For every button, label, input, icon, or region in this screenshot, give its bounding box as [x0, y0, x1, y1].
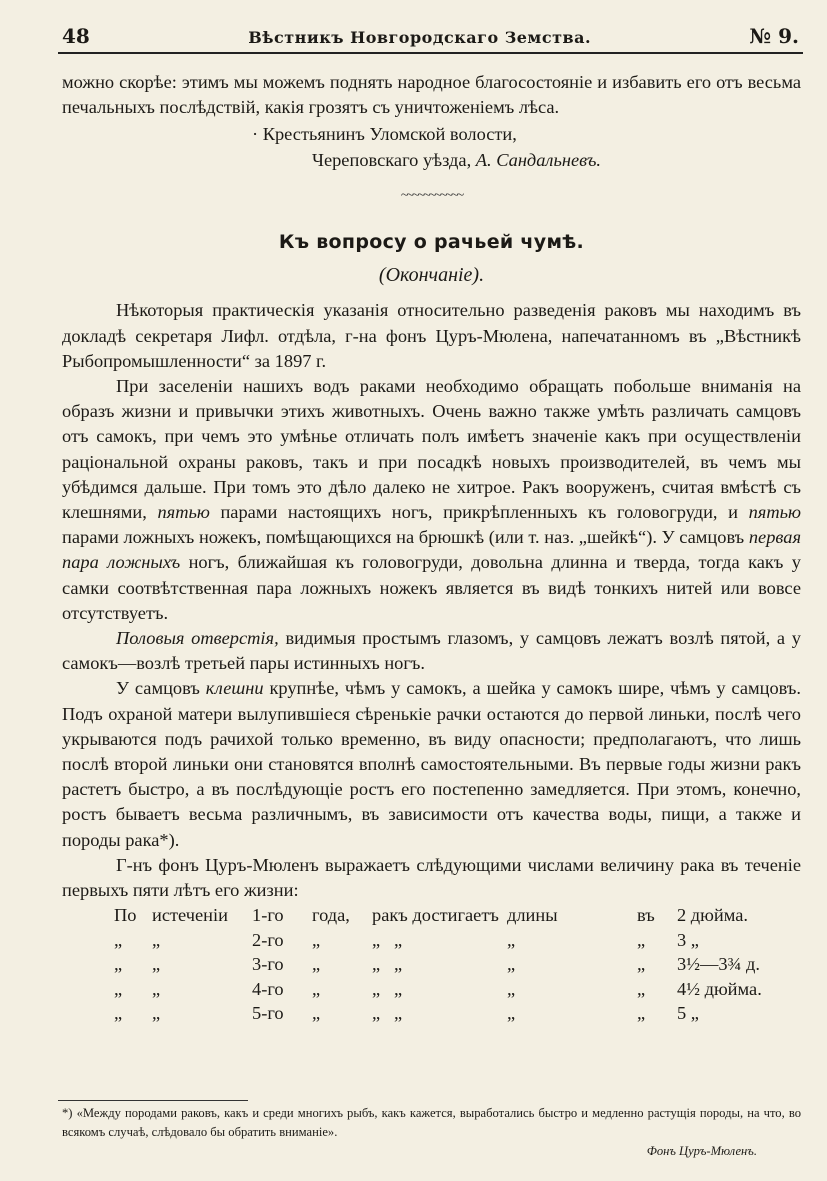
article-subtitle: (Окончанiе). [378, 264, 485, 287]
table-row [62, 952, 801, 977]
table-cell: „ [372, 1003, 381, 1024]
table-cell: „ [507, 978, 516, 999]
table-cell-value: 4½ дюйма. [677, 978, 762, 999]
table-cell: ракъ [372, 905, 408, 926]
table-row [62, 977, 801, 1002]
p3-text: видимыя простымъ глазомъ, у самцовъ лежатъ возлѣ пятой, а у самокъ—возлѣ третьей пары истинныхъ ногъ. [62, 628, 801, 674]
table-cell: года, [312, 905, 350, 926]
p2-text-b: парами настоящихъ ногъ, прикрѣпленныхъ къ головогруди, и [220, 502, 738, 523]
table-row [62, 1001, 801, 1026]
table-cell: „ [152, 954, 161, 975]
table-cell: длины [507, 905, 558, 926]
table-cell-value: 3 „ [677, 929, 699, 950]
signature-place: Череповскаго уѣзда, [312, 149, 472, 170]
body-text [62, 70, 801, 1026]
table-cell: „ [507, 1003, 516, 1024]
table-cell: „ [114, 1003, 123, 1024]
p2-text-a: При заселенiи нашихъ водъ раками необходимо обращать побольше вниманiя на образъ жизни и привычки этихъ животныхъ. Очень важно также умѣть различать самцовъ отъ самокъ, при чемъ это умѣнье отличать полъ имѣетъ значенiе какъ при осуществленiи рацiональной охраны раковъ, такъ и при посадкѣ новыхъ производителей, въ чемъ мы убѣдимся дальше. При томъ это дѣло далеко не хитрое. Ракъ вооруженъ, считая вмѣстѣ съ клешнями, [62, 376, 801, 523]
table-cell: „ [152, 1003, 161, 1024]
table-cell: „ [372, 954, 381, 975]
table-cell: „ [637, 954, 646, 975]
table-cell-year: 2-го [252, 929, 284, 950]
issue-number: № 9. [749, 24, 799, 48]
table-cell-year: 5-го [252, 1003, 284, 1024]
signature-line-2 [62, 148, 801, 173]
table-cell: „ [372, 978, 381, 999]
table-row [62, 928, 801, 953]
paragraph-2 [62, 374, 801, 626]
table-cell: „ [152, 978, 161, 999]
p2-emphasis-2: пятью [748, 502, 801, 523]
p2-text-c: парами ложныхъ ножекъ, помѣщающихся на брюшкѣ (или т. наз. „шейкѣ“). У самцовъ [62, 527, 745, 548]
p2-text-d: ногъ, ближайшая къ головогруди, довольна длинна и тверда, тогда какъ у самки соотвѣтственная пара ложныхъ ножекъ является въ видѣ тонкихъ нитей или вовсе отсутствуетъ. [62, 552, 801, 623]
table-cell: „ [114, 954, 123, 975]
article-title: Къ вопросу о рачьей чумѣ. [278, 231, 585, 254]
table-cell: „ [312, 978, 321, 999]
closing-paragraph: можно скорѣе: этимъ мы можемъ поднять народное благосостоянiе и избавить его отъ весьма печальныхъ послѣдствiй, какiя грозятъ съ уничтоженiемъ лѣса. [62, 72, 801, 118]
footnote [62, 1104, 801, 1161]
footnote-rule [58, 1100, 248, 1101]
table-cell: „ [114, 929, 123, 950]
paragraph-5: Г-нъ фонъ Цуръ-Мюленъ выражаетъ слѣдующими числами величину рака въ теченiе первыхъ пяти лѣтъ его жизни: [62, 854, 801, 901]
header-rule [58, 52, 803, 54]
page-number: 48 [62, 24, 90, 48]
table-cell: „ [393, 978, 403, 999]
table-cell: „ [312, 954, 321, 975]
table-cell: истеченiи [152, 905, 228, 926]
table-cell: „ [114, 978, 123, 999]
signature-author: А. Сандальневъ. [475, 149, 601, 170]
p2-emphasis-3: первая пара ложныхъ [62, 527, 801, 573]
growth-table [62, 903, 801, 1026]
table-cell: „ [152, 929, 161, 950]
table-cell: По [114, 905, 137, 926]
table-cell: „ [312, 1003, 321, 1024]
table-cell-year: 3-го [252, 954, 284, 975]
table-cell: достигаетъ [412, 905, 499, 926]
table-cell: „ [312, 929, 321, 950]
paragraph-3 [62, 626, 801, 676]
table-cell-value: 2 дюйма. [677, 905, 749, 926]
running-head [62, 24, 799, 50]
table-cell: „ [637, 929, 646, 950]
table-cell: въ [637, 905, 655, 926]
signature-line-1: · Крестьянинъ Уломской волости, [252, 124, 517, 145]
table-cell-year: 4-го [252, 978, 284, 999]
footnote-signature: Фонъ Цуръ-Мюленъ. [646, 1144, 757, 1158]
table-cell-value: 5 „ [677, 1003, 699, 1024]
table-cell: „ [637, 978, 646, 999]
p4-emphasis: клешни [205, 678, 264, 699]
footnote-text: *) «Между породами раковъ, какъ и среди многихъ рыбъ, какъ кажется, выработались быстро и медленно растущiя породы, на что, во всякомъ случаѣ, слѣдовало бы обратить вниманiе». [62, 1106, 801, 1139]
table-cell: „ [637, 1003, 646, 1024]
table-cell: „ [393, 954, 403, 975]
paragraph-4 [62, 676, 801, 852]
table-cell-year: 1-го [252, 905, 284, 926]
table-row [62, 903, 801, 928]
section-ornament: ~~~~~~~~~~~ [400, 187, 463, 203]
table-cell: „ [507, 954, 516, 975]
p2-emphasis-1: пятью [157, 502, 210, 523]
table-cell-value: 3½—3¾ д. [677, 954, 760, 975]
table-cell: „ [372, 929, 381, 950]
table-cell: „ [507, 929, 516, 950]
table-cell: „ [393, 929, 403, 950]
p3-emphasis: Половыя отверстiя, [116, 628, 279, 649]
p4-text-a: У самцовъ [116, 678, 200, 699]
table-cell: „ [393, 1003, 403, 1024]
paragraph-1: Нѣкоторыя практическiя указанiя относительно разведенiя раковъ мы находимъ въ докладѣ секретаря Лифл. отдѣла, г-на фонъ Цуръ-Мюлена, напечатанномъ въ „Вѣстникѣ Рыбопромышленности“ за 1897 г. [62, 300, 801, 371]
journal-title: Вѣстникъ Новгородскаго Земства. [248, 28, 592, 47]
p4-text-b: крупнѣе, чѣмъ у самокъ, а шейка у самокъ шире, чѣмъ у самцовъ. Подъ охраной матери вылупившiеся сѣренькiе рачки остаются до первой линьки, послѣ чего укрываются подъ рачихой только временно, въ виду опасности; предполагаютъ, что лишь послѣ второй линьки они становятся вполнѣ самостоятельными. Въ первые годы жизни ракъ растетъ быстро, а въ послѣдующiе ростъ его постепенно замедляется. При этомъ, конечно, ростъ бываетъ весьма различнымъ, въ зависимости отъ качества воды, пищи, а также и породы рака*). [62, 678, 801, 850]
